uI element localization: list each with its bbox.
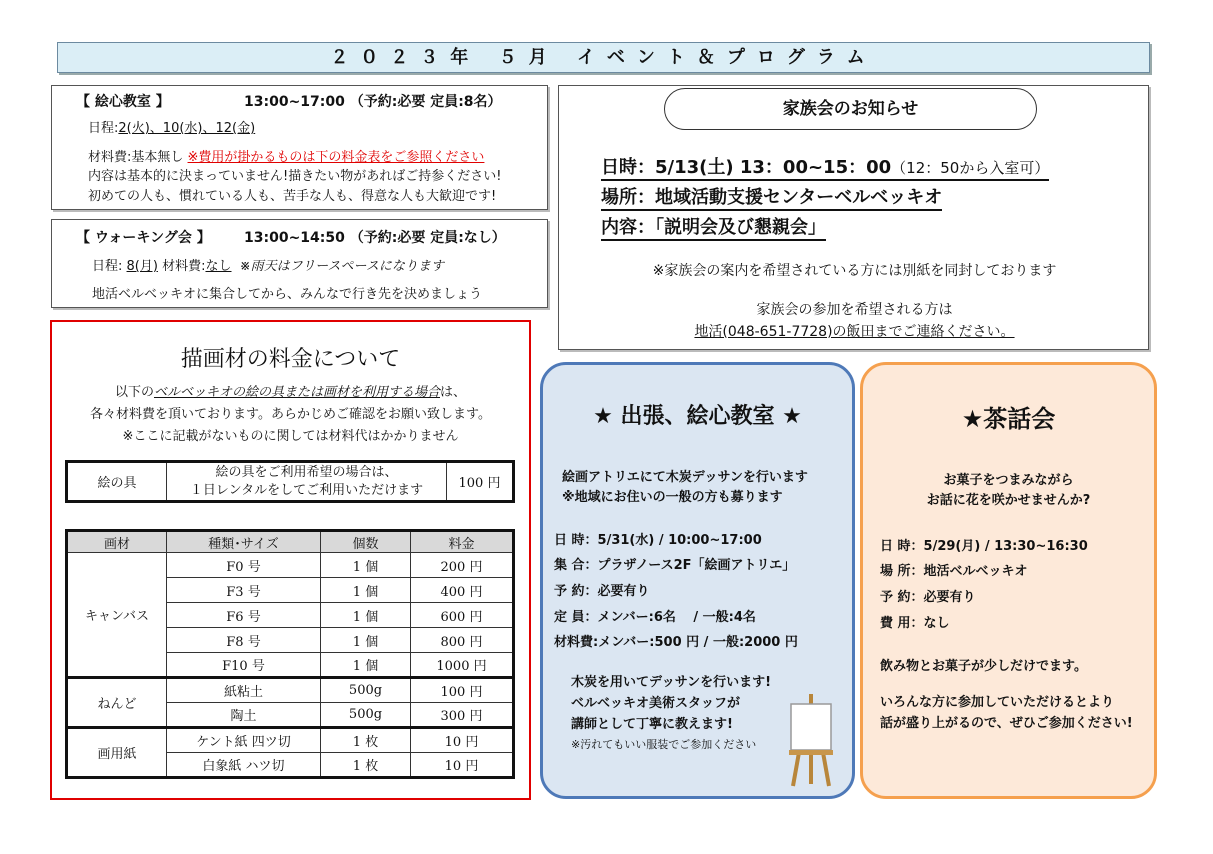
row-type: F6 号 xyxy=(167,603,321,628)
family-place: 場所：地域活動支援センターベルベッキオ xyxy=(601,183,942,211)
paint-desc1: 絵の具をご利用希望の場合は、 xyxy=(215,464,398,480)
pricing-intro1 xyxy=(52,381,529,400)
paint-label: 絵の具 xyxy=(67,462,167,502)
art-class-box xyxy=(51,85,548,210)
walking-line2: 地活ベルベッキオに集合してから、みんなで行き先を決めましょう xyxy=(92,287,483,302)
page-banner: ２０２３年 ５月 イベント＆プログラム xyxy=(57,42,1150,73)
pricing-intro1-pre: 以下の xyxy=(114,385,154,400)
family-meeting-box xyxy=(558,85,1149,350)
art-class-title: 【 絵心教室 】 xyxy=(76,94,170,110)
header-material: 画材 xyxy=(67,531,167,553)
tea-party-reserve: 予 約：必要有り xyxy=(880,590,976,605)
tea-party-place: 場 所：地活ベルベッキオ xyxy=(880,564,1028,579)
outreach-msg2: ベルベッキオ美術スタッフが xyxy=(571,696,741,711)
art-class-fee-row xyxy=(88,146,484,165)
tea-party-fee: 費 用：なし xyxy=(880,616,950,631)
materials-table xyxy=(65,529,515,779)
walking-info-row xyxy=(92,255,444,274)
row-qty: 1 個 xyxy=(321,578,411,603)
row-qty: 500g xyxy=(321,678,411,703)
art-class-line2: 内容は基本的に決まっていません!描きたい物があればご持参ください! xyxy=(88,169,502,184)
outreach-msg1: 木炭を用いてデッサンを行います! xyxy=(571,675,772,690)
art-class-dates-row xyxy=(88,117,255,136)
walking-box xyxy=(51,219,548,308)
tea-party-title: ★茶話会 xyxy=(961,405,1056,433)
table-row xyxy=(67,553,514,578)
walking-fee: なし xyxy=(205,259,232,274)
family-datetime: 日時：5/13(土) 13：00~15：00 xyxy=(601,157,892,178)
row-qty: 1 個 xyxy=(321,603,411,628)
row-qty: 1 個 xyxy=(321,628,411,653)
tea-party-panel xyxy=(860,362,1157,799)
art-class-fee-label: 材料費:基本無し xyxy=(88,150,184,165)
paper-label: 画用紙 xyxy=(67,728,167,778)
pricing-intro1-em: ベルベッキオの絵の具または画材を利用する場合 xyxy=(153,385,440,400)
pricing-intro2: 各々材料費を頂いております。あらかじめご確認をお願い致します。 xyxy=(90,407,491,422)
row-type: F0 号 xyxy=(167,553,321,578)
art-class-line3: 初めての人も、慣れている人も、苦手な人も、得意な人も大歓迎です! xyxy=(88,189,497,204)
row-price: 800 円 xyxy=(411,628,514,653)
family-title-pill xyxy=(664,88,1037,130)
art-class-dates-label: 日程: xyxy=(88,121,119,136)
tea-party-msg2: いろんな方に参加していただけるとより xyxy=(880,695,1115,710)
outreach-date: 日 時：5/31(水) / 10:00~17:00 xyxy=(554,533,762,548)
row-qty: 1 枚 xyxy=(321,753,411,778)
family-note3-wrap xyxy=(559,321,1150,341)
family-title: 家族会のお知らせ xyxy=(782,99,919,119)
easel-icon xyxy=(781,690,841,790)
outreach-intro2: ※地域にお住いの一般の方も募ります xyxy=(562,490,783,505)
row-price: 100 円 xyxy=(411,678,514,703)
outreach-intro1: 絵画アトリエにて木炭デッサンを行います xyxy=(562,470,808,485)
tea-party-date: 日 時：5/29(月) / 13:30~16:30 xyxy=(880,539,1088,554)
header-type: 種類･サイズ xyxy=(167,531,321,553)
pricing-box xyxy=(50,320,531,800)
walking-dates: 8(月) xyxy=(126,259,158,274)
outreach-title: ★ 出張、絵心教室 ★ xyxy=(593,404,802,429)
walking-time: 13:00~14:50 （予約:必要 定員:なし） xyxy=(244,230,506,246)
row-type: ケント紙 四ツ切 xyxy=(167,728,321,753)
family-datetime-note: （12：50から入室可） xyxy=(891,159,1050,177)
walking-fee-label: 材料費: xyxy=(162,259,206,274)
row-qty: 500g xyxy=(321,703,411,728)
row-type: 紙粘土 xyxy=(167,678,321,703)
outreach-fee: 材料費:メンバー:500 円 / 一般:2000 円 xyxy=(554,635,798,650)
family-content: 内容：「説明会及び懇親会」 xyxy=(601,213,826,241)
outreach-panel xyxy=(540,362,855,799)
row-qty: 1 個 xyxy=(321,653,411,678)
row-price: 200 円 xyxy=(411,553,514,578)
row-type: F8 号 xyxy=(167,628,321,653)
row-type: 白象紙 ハツ切 xyxy=(167,753,321,778)
family-note3: 地活(048-651-7728)の飯田までご連絡ください。 xyxy=(694,324,1015,340)
header-price: 料金 xyxy=(411,531,514,553)
row-price: 10 円 xyxy=(411,753,514,778)
outreach-msg3: 講師として丁寧に教えます! xyxy=(571,717,733,732)
row-type: F10 号 xyxy=(167,653,321,678)
outreach-reserve: 予 約：必要有り xyxy=(554,584,650,599)
paint-table xyxy=(65,460,515,503)
outreach-place: 集 合：プラザノース2F「絵画アトリエ」 xyxy=(554,558,796,573)
clay-label: ねんど xyxy=(67,678,167,728)
tea-party-intro2: お話に花を咲かせませんか? xyxy=(926,493,1091,508)
outreach-capacity: 定 員：メンバー:6名 / 一般:4名 xyxy=(554,610,756,625)
outreach-msg4: ※汚れてもいい服装でご参加ください xyxy=(571,738,757,751)
row-type: F3 号 xyxy=(167,578,321,603)
row-qty: 1 個 xyxy=(321,553,411,578)
walking-note: ※雨天はフリースペースになります xyxy=(239,259,444,274)
paint-desc2: １日レンタルをしてご利用いただけます xyxy=(189,482,424,498)
row-price: 400 円 xyxy=(411,578,514,603)
table-row xyxy=(67,678,514,703)
art-class-fee-note: ※費用が掛かるものは下の料金表をご参照ください xyxy=(187,150,485,165)
art-class-time: 13:00~17:00 （予約:必要 定員:8名） xyxy=(244,94,502,110)
pricing-title: 描画材の料金について xyxy=(180,347,401,372)
tea-party-msg3: 話が盛り上がるので、ぜひご参加ください! xyxy=(880,716,1133,731)
paint-price: 100 円 xyxy=(447,462,514,502)
paint-desc xyxy=(167,462,447,502)
walking-dates-label: 日程: xyxy=(92,259,123,274)
header-qty: 個数 xyxy=(321,531,411,553)
art-class-dates: 2(火)、10(水)、12(金) xyxy=(118,121,256,136)
row-price: 10 円 xyxy=(411,728,514,753)
row-price: 600 円 xyxy=(411,603,514,628)
row-qty: 1 枚 xyxy=(321,728,411,753)
canvas-label: キャンバス xyxy=(67,553,167,678)
table-row xyxy=(67,728,514,753)
walking-title: 【 ウォーキング会 】 xyxy=(76,230,211,246)
pricing-intro1-post: は、 xyxy=(440,385,467,400)
row-price: 300 円 xyxy=(411,703,514,728)
family-note1: ※家族会の案内を希望されている方には別紙を同封しております xyxy=(652,263,1057,279)
row-type: 陶土 xyxy=(167,703,321,728)
tea-party-msg1: 飲み物とお菓子が少しだけでます。 xyxy=(880,659,1087,674)
row-price: 1000 円 xyxy=(411,653,514,678)
tea-party-intro1: お菓子をつまみながら xyxy=(943,473,1074,488)
family-note2: 家族会の参加を希望される方は xyxy=(756,302,953,318)
family-datetime-row xyxy=(601,153,1049,181)
pricing-intro3: ※ここに記載がないものに関しては材料代はかかりません xyxy=(122,429,459,444)
